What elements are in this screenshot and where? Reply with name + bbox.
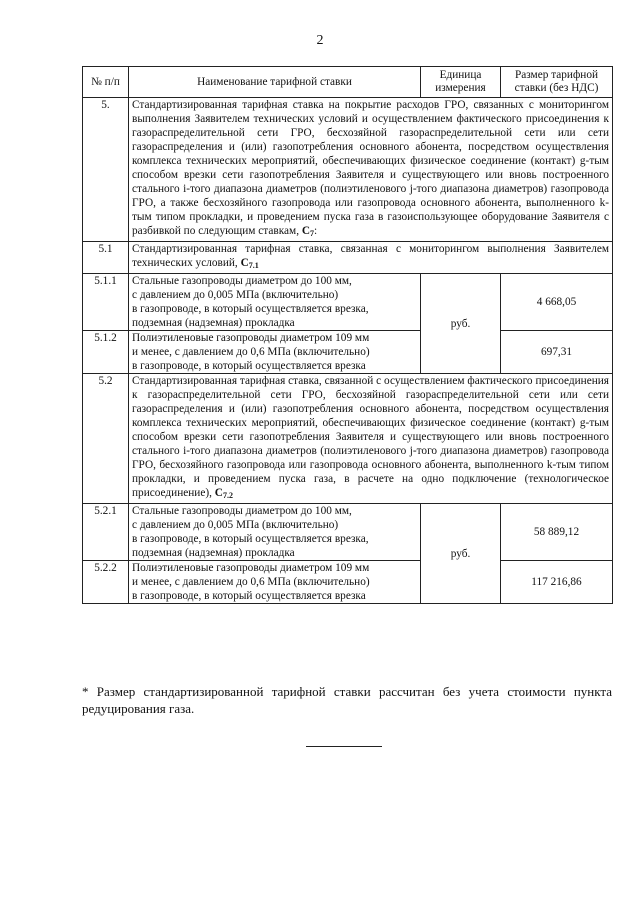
header-value: Размер тарифной ставки (без НДС) <box>501 67 613 98</box>
footnote-marker: * <box>82 684 89 699</box>
row-description <box>129 242 613 274</box>
row-description <box>129 98 613 242</box>
row-description <box>129 374 613 504</box>
row-line: подземная (надземная) прокладка <box>132 317 295 329</box>
row-text-last: газа, в расчете на одно подключение (технологическое присоединение), <box>132 473 609 499</box>
header-name: Наименование тарифной ставки <box>129 67 421 98</box>
table-row <box>83 98 613 242</box>
row-num: 5. <box>83 98 129 242</box>
row-description <box>129 331 421 374</box>
tariff-table <box>82 66 613 604</box>
table-row <box>83 561 613 604</box>
row-line: Полиэтиленовые газопроводы диаметром 109 мм <box>132 562 370 574</box>
table-row <box>83 274 613 331</box>
value-cell: 117 216,86 <box>501 561 613 604</box>
row-num: 5.1.2 <box>83 331 129 374</box>
header-num: № п/п <box>83 67 129 98</box>
rate-symbol-letter: C <box>240 257 249 269</box>
header-unit: Единица измерения <box>421 67 501 98</box>
separator-line <box>306 746 382 747</box>
value-cell: 58 889,12 <box>501 504 613 561</box>
row-description <box>129 274 421 331</box>
row-line: в газопроводе, в который осуществляется врезка, <box>132 533 369 545</box>
footnote-text: Размер стандартизированной тарифной ставки рассчитан без учета стоимости пункта редуцирования газа. <box>82 684 613 716</box>
value-cell: 697,31 <box>501 331 613 374</box>
row-line: и менее, с давлением до 0,6 МПа (включительно) <box>132 576 370 588</box>
row-line: подземная (надземная) прокладка <box>132 547 295 559</box>
row-description <box>129 561 421 604</box>
unit-cell: руб. <box>421 274 501 374</box>
row-line: в газопроводе, в который осуществляется врезка, <box>132 303 369 315</box>
row-num: 5.2.1 <box>83 504 129 561</box>
row-line: с давлением до 0,005 МПа (включительно) <box>132 289 339 301</box>
unit-cell: руб. <box>421 504 501 604</box>
table-row <box>83 242 613 274</box>
row-num: 5.1.1 <box>83 274 129 331</box>
value-cell: 4 668,05 <box>501 274 613 331</box>
footnote <box>82 683 612 717</box>
table-header-row <box>83 67 613 98</box>
row-line: в газопроводе, в который осуществляется врезка <box>132 590 366 602</box>
row-line: Стальные газопроводы диаметром до 100 мм, <box>132 505 352 517</box>
row-text-last: ставкам, <box>258 225 300 237</box>
row-num: 5.1 <box>83 242 129 274</box>
rate-symbol <box>215 487 233 499</box>
row-line: Стальные газопроводы диаметром до 100 мм, <box>132 275 352 287</box>
row-line: и менее, с давлением до 0,6 МПа (включительно) <box>132 346 370 358</box>
row-text-last: Заявителем технических условий, <box>132 243 610 269</box>
rate-symbol <box>302 225 314 237</box>
rate-symbol-index: 7 <box>310 229 315 238</box>
row-text: Стандартизированная тарифная ставка на покрытие расходов ГРО, связанных с мониторингом выполнения Заявителем технических условий и осуществлением фактического присоединения к газораспределительной сети ГРО, бесхозяйной газораспределительной сети или сети газораспределения и (или) газопотребления основного абонента, посредством осуществления комплекса технических мероприятий, обеспечивающих физическое соединение (контакт) g-тым способом врезки сети газопотребления Заявителя и существующего или вновь построенного стального i-того диапазона диаметров (полиэтиленового j-того диапазона диаметров) газопровода ГРО, а также бесхозяйного газопровода или газопровода основного абонента, выполненного k-тым типом прокладки, и проведением пуска газа в газоиспользующее оборудование Заявителя с разбивкой по следующим <box>132 99 609 237</box>
row-text-end: : <box>314 225 318 237</box>
rate-symbol-index: 7.2 <box>222 491 233 500</box>
row-line: с давлением до 0,005 МПа (включительно) <box>132 519 339 531</box>
table-row <box>83 331 613 374</box>
table-row <box>83 374 613 504</box>
row-num: 5.2.2 <box>83 561 129 604</box>
page-number: 2 <box>316 33 324 48</box>
row-line: в газопроводе, в который осуществляется врезка <box>132 360 366 372</box>
rate-symbol-index: 7.1 <box>248 261 259 270</box>
row-line: Полиэтиленовые газопроводы диаметром 109 мм <box>132 332 370 344</box>
row-num: 5.2 <box>83 374 129 504</box>
row-text: Стандартизированная тарифная ставка, связанной с осуществлением фактического присоединения к газораспределительной сети ГРО, бесхозяйной газораспределительной сети или сети газораспределения и (или) газопотребления основного абонента, посредством осуществления комплекса технических мероприятий, обеспечивающих физическое соединение (контакт) g-тым способом врезки сети газопотребления Заявителя и существующего или вновь построенного стального i-того диапазона диаметров (полиэтиленового j-того диапазона диаметров) газопровода ГРО, бесхозяйного газопровода или газопровода основного абонента, выполненного k-тым типом прокладки, и проведением пуска <box>132 375 609 485</box>
rate-symbol-letter: C <box>214 487 223 499</box>
row-text: Стандартизированная тарифная ставка, связанная с мониторингом выполнения <box>132 243 546 255</box>
row-description <box>129 504 421 561</box>
rate-symbol-letter: C <box>301 225 311 237</box>
table-row <box>83 504 613 561</box>
rate-symbol <box>241 257 259 269</box>
